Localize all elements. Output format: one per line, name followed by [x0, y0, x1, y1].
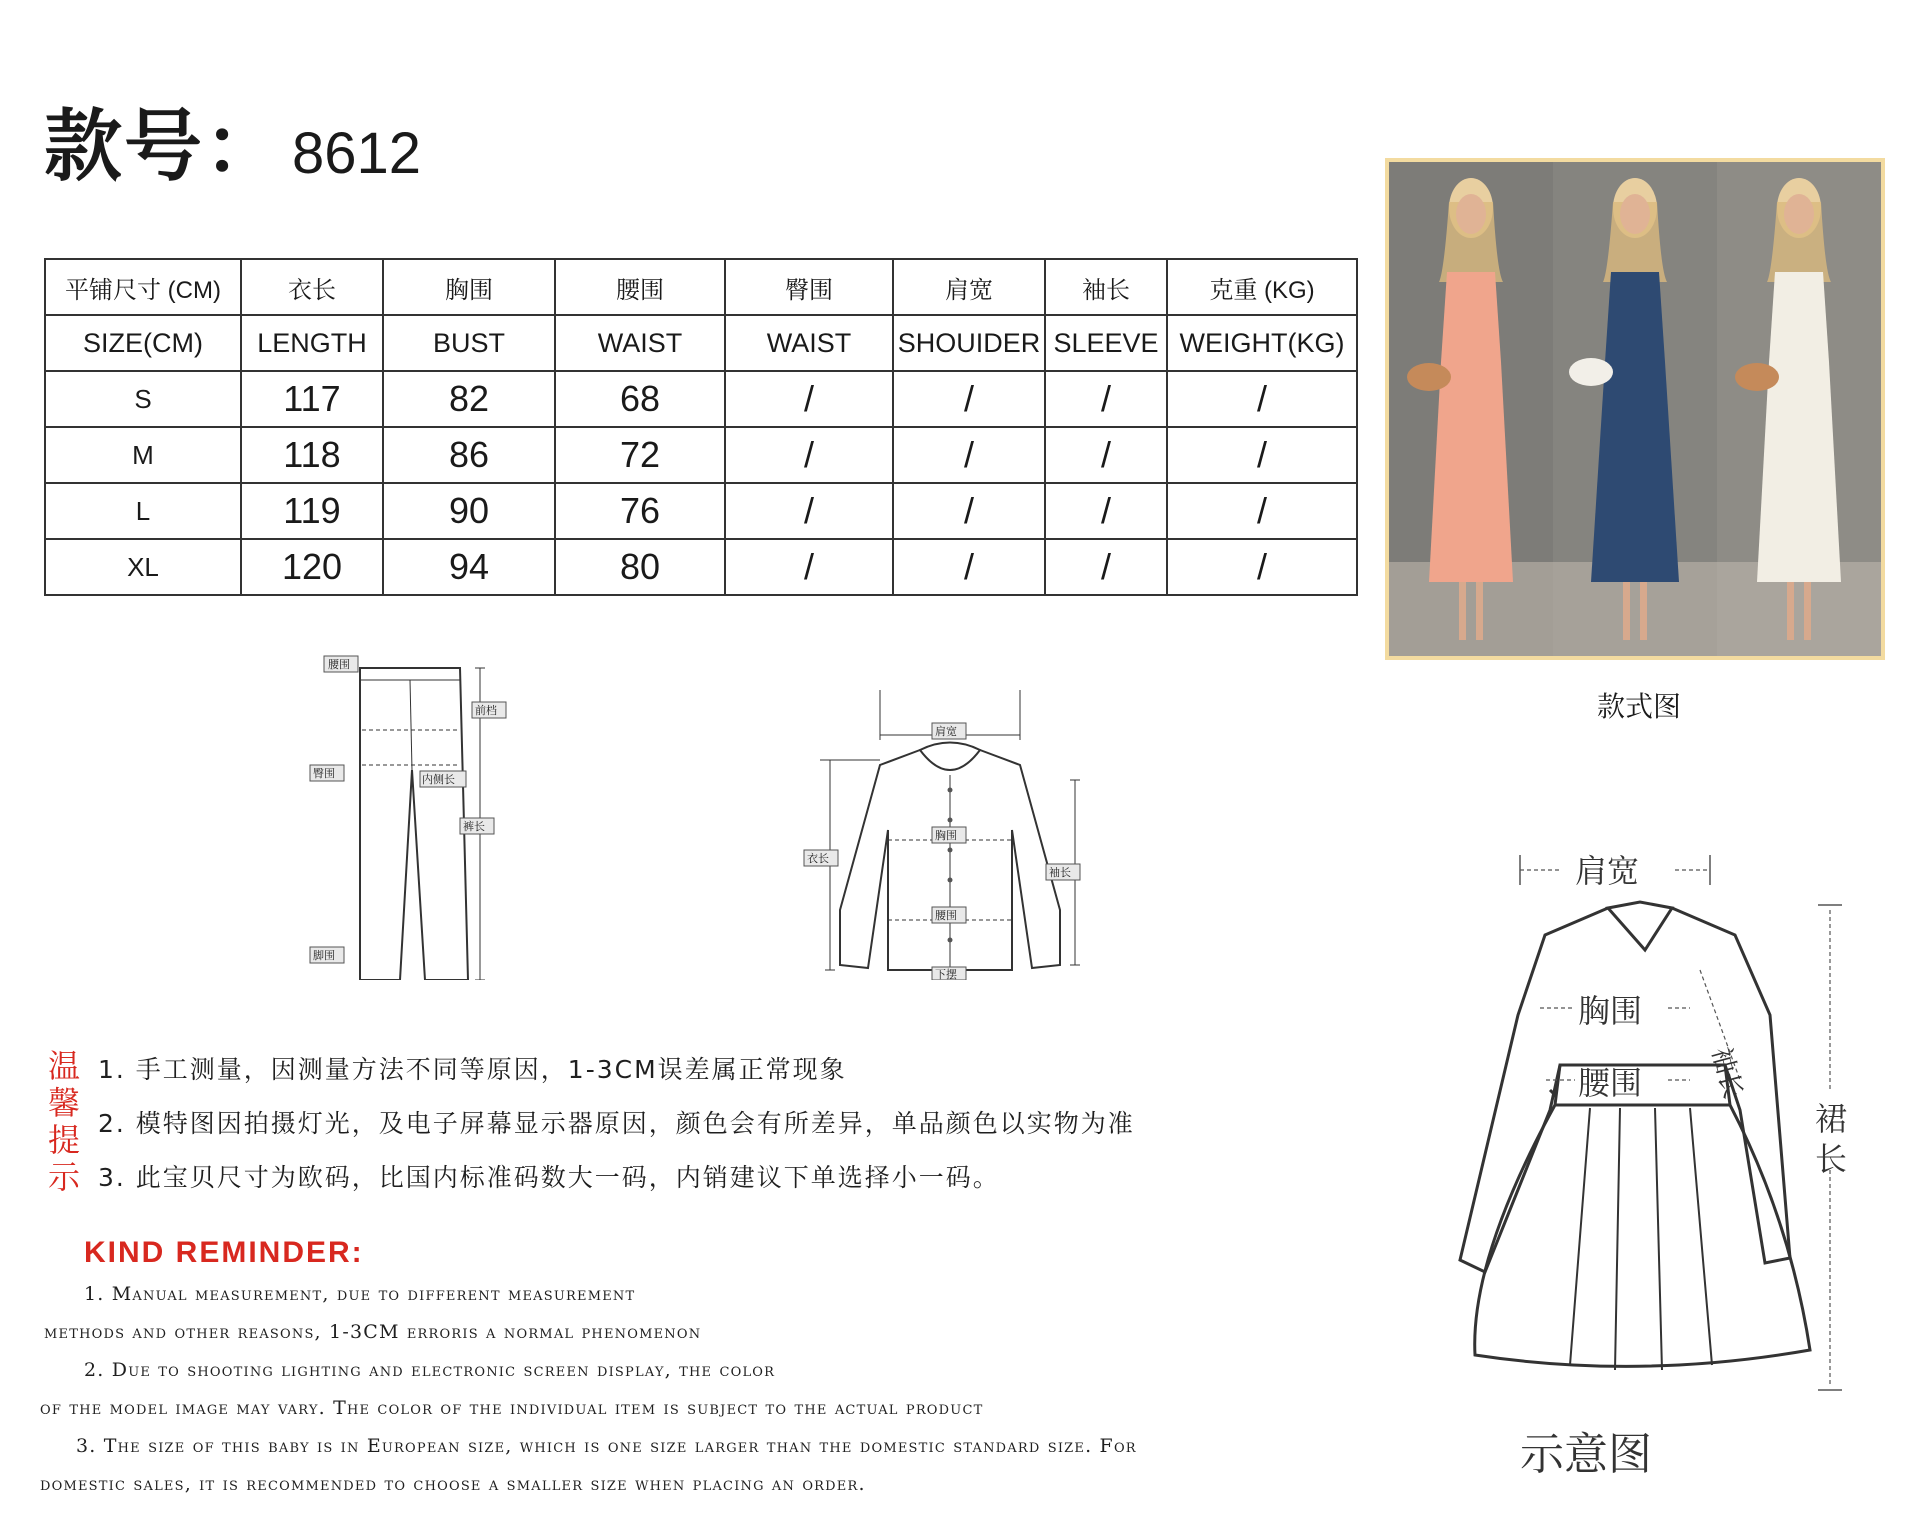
reminder-vertical-char: 示: [47, 1158, 80, 1196]
header-en-cell: SHOUIDER: [893, 315, 1045, 371]
table-cell: /: [1045, 483, 1167, 539]
table-cell: /: [893, 539, 1045, 595]
size-table: [44, 258, 1358, 596]
model-photo: [1385, 158, 1885, 660]
pants-label: 内侧长: [422, 773, 455, 786]
reminder-vertical-title: [44, 1048, 84, 1196]
table-cell: /: [725, 539, 893, 595]
shirt-label: 下摆: [935, 968, 957, 980]
table-cell: /: [725, 371, 893, 427]
table-cell: 118: [241, 427, 383, 483]
header-en-cell: BUST: [383, 315, 555, 371]
table-row: [45, 371, 1357, 427]
table-cell: /: [1167, 539, 1357, 595]
table-cell: /: [1045, 539, 1167, 595]
header-en-cell: LENGTH: [241, 315, 383, 371]
table-cell: /: [725, 483, 893, 539]
header-cn-cell: 腰围: [555, 259, 725, 315]
header-en-cell: SLEEVE: [1045, 315, 1167, 371]
dress-label-chest: 胸围: [1578, 992, 1643, 1030]
table-cell: 80: [555, 539, 725, 595]
shirt-label: 胸围: [935, 829, 957, 842]
reminder-en-line: methods and other reasons, 1-3CM erroris a normal phenomenon: [44, 1321, 702, 1343]
table-cell: /: [1167, 483, 1357, 539]
kind-reminder-title: KIND REMINDER:: [84, 1236, 364, 1269]
table-cell: /: [1167, 427, 1357, 483]
reminder-vertical-char: 馨: [47, 1084, 80, 1122]
reminder-en-line: of the model image may vary. The color of the individual item is subject to the actual product: [40, 1397, 984, 1419]
size-cell: L: [45, 483, 241, 539]
header-cn-cell: 臀围: [725, 259, 893, 315]
reminder-vertical-char: 提: [47, 1121, 80, 1159]
photo-caption: 款式图: [1596, 690, 1681, 723]
header-cn-cell: 克重 (KG): [1167, 259, 1357, 315]
reminder-en-line: domestic sales, it is recommended to choose a smaller size when placing an order.: [40, 1473, 866, 1495]
table-cell: 68: [555, 371, 725, 427]
table-cell: 120: [241, 539, 383, 595]
pants-label: 裤长: [463, 820, 485, 833]
table-cell: 86: [383, 427, 555, 483]
table-header-cn: [45, 259, 1357, 315]
header-en-cell: SIZE(CM): [45, 315, 241, 371]
reminder-vertical-char: 温: [47, 1047, 80, 1085]
table-row: [45, 539, 1357, 595]
table-cell: /: [1167, 371, 1357, 427]
reminder-cn-line: 1. 手工测量，因测量方法不同等原因，1-3CM误差属正常现象: [98, 1055, 847, 1084]
table-header-en: [45, 315, 1357, 371]
table-cell: 72: [555, 427, 725, 483]
shirt-label: 衣长: [807, 852, 829, 865]
style-number-value: 8612: [292, 121, 422, 186]
header-en-cell: WAIST: [555, 315, 725, 371]
model-figure-white: [1717, 162, 1881, 656]
reminder-en-line: 1. Manual measurement, due to different measurement: [84, 1283, 636, 1305]
svg-text:长: 长: [1815, 1140, 1848, 1178]
dress-label-sleeve: 袖长: [1705, 1044, 1748, 1103]
reminder-en-line: 3. The size of this baby is in European size, which is one size larger than the domestic standard size. For: [76, 1435, 1137, 1457]
table-cell: 94: [383, 539, 555, 595]
table-cell: 82: [383, 371, 555, 427]
table-cell: /: [893, 483, 1045, 539]
table-cell: 76: [555, 483, 725, 539]
shirt-label: 肩宽: [935, 725, 957, 738]
header-cn-cell: 袖长: [1045, 259, 1167, 315]
pants-label: 脚围: [313, 949, 335, 962]
dress-label-skirt-length: [1815, 1100, 1847, 1178]
table-cell: 119: [241, 483, 383, 539]
shirt-label: 腰围: [935, 909, 957, 922]
table-cell: /: [1045, 371, 1167, 427]
reminder-cn-line: 2. 模特图因拍摄灯光，及电子屏幕显示器原因，颜色会有所差异，单品颜色以实物为准: [98, 1109, 1135, 1138]
table-cell: /: [725, 427, 893, 483]
table-cell: 90: [383, 483, 555, 539]
svg-text:裙: 裙: [1815, 1100, 1848, 1138]
dress-label-shoulder: 肩宽: [1575, 852, 1640, 890]
header-en-cell: WEIGHT(KG): [1167, 315, 1357, 371]
dress-diagram: [1450, 840, 1870, 1410]
size-cell: M: [45, 427, 241, 483]
dress-diagram-caption: 示意图: [1520, 1429, 1652, 1480]
header-cn-cell: 胸围: [383, 259, 555, 315]
size-cell: XL: [45, 539, 241, 595]
pants-diagram: [300, 650, 520, 980]
style-number-title: [44, 84, 422, 192]
pants-label: 腰围: [328, 658, 350, 671]
header-cn-cell: 平铺尺寸 (CM): [45, 259, 241, 315]
table-cell: /: [893, 371, 1045, 427]
shirt-label: 袖长: [1049, 866, 1071, 879]
dress-label-waist: 腰围: [1578, 1064, 1643, 1102]
table-cell: /: [893, 427, 1045, 483]
reminder-en-line: 2. Due to shooting lighting and electronic screen display, the color: [84, 1359, 776, 1381]
header-en-cell: WAIST: [725, 315, 893, 371]
model-figure-pink: [1389, 162, 1553, 656]
reminder-cn-line: 3. 此宝贝尺寸为欧码，比国内标准码数大一码，内销建议下单选择小一码。: [98, 1163, 1000, 1192]
shirt-diagram: [800, 680, 1100, 980]
table-row: [45, 427, 1357, 483]
header-cn-cell: 肩宽: [893, 259, 1045, 315]
style-number-label: 款号：: [44, 102, 285, 192]
table-row: [45, 483, 1357, 539]
pants-label: 臀围: [313, 767, 335, 780]
model-figure-navy: [1553, 162, 1717, 656]
pants-label: 前档: [475, 704, 497, 717]
size-cell: S: [45, 371, 241, 427]
table-cell: /: [1045, 427, 1167, 483]
table-cell: 117: [241, 371, 383, 427]
header-cn-cell: 衣长: [241, 259, 383, 315]
